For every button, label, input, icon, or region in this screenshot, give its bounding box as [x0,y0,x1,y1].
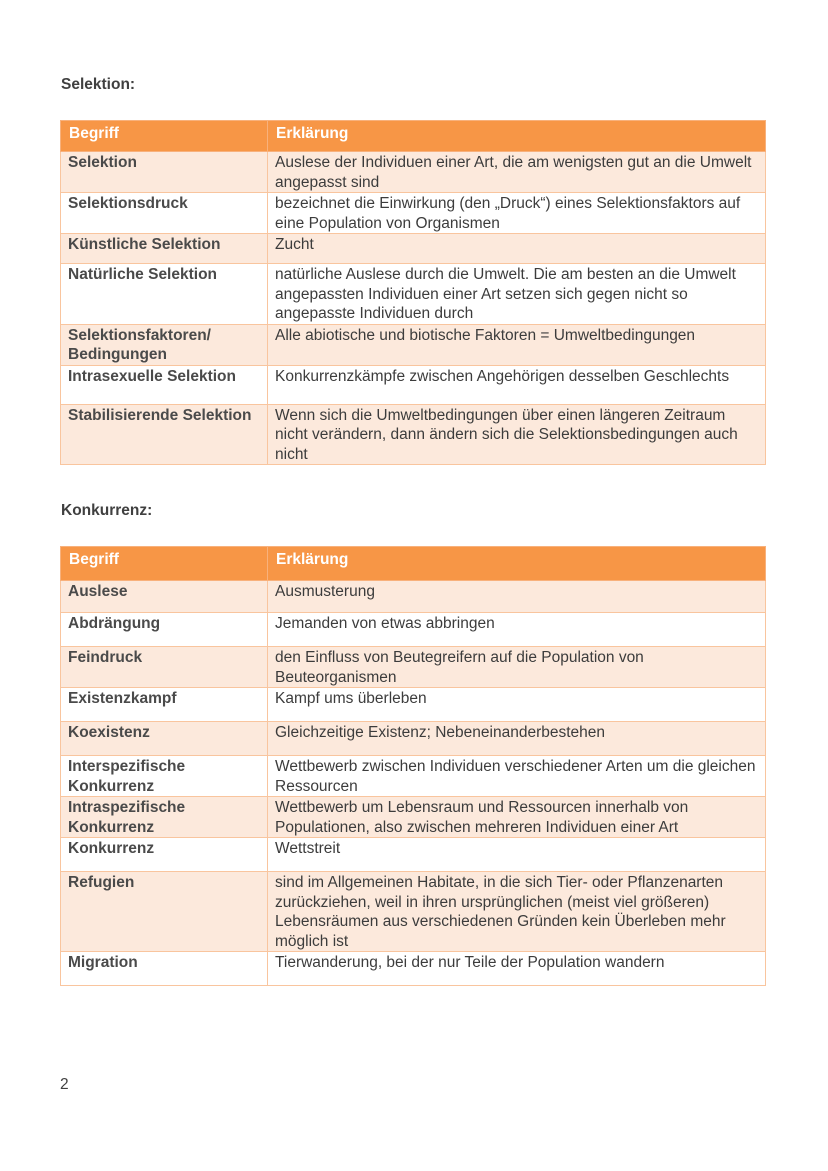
term-cell: Koexistenz [61,722,268,756]
explanation-cell: sind im Allgemeinen Habitate, in die sich Tier- oder Pflanzenarten zurückziehen, weil in ihren ursprünglichen (meist viel größeren) Lebensräumen aus verschiedenen Gründen kein Überleben mehr möglich ist [268,872,766,952]
column-header-explanation: Erklärung [268,547,766,581]
term-cell: Intraspezifische Konkurrenz [61,797,268,838]
explanation-cell: Wettbewerb um Lebensraum und Ressourcen innerhalb von Populationen, also zwischen mehreren Individuen einer Art [268,797,766,838]
table-row [61,264,766,325]
term-cell: Intrasexuelle Selektion [61,365,268,404]
explanation-cell: Gleichzeitige Existenz; Nebeneinanderbestehen [268,722,766,756]
term-cell: Interspezifische Konkurrenz [61,756,268,797]
table-row [61,872,766,952]
table-row [61,324,766,365]
table-header-row [61,547,766,581]
term-cell: Selektionsfaktoren/ Bedingungen [61,324,268,365]
table-row [61,613,766,647]
column-header-term: Begriff [61,547,268,581]
table-row [61,365,766,404]
term-cell: Feindruck [61,647,268,688]
term-cell: Selektion [61,152,268,193]
explanation-cell: Jemanden von etwas abbringen [268,613,766,647]
table-row [61,193,766,234]
section-title-selektion: Selektion: [61,76,136,93]
table-row [61,952,766,986]
explanation-cell: den Einfluss von Beutegreifern auf die Population von Beuteorganismen [268,647,766,688]
term-cell: Migration [61,952,268,986]
selektion-table [60,120,766,465]
explanation-cell: Tierwanderung, bei der nur Teile der Population wandern [268,952,766,986]
term-cell: Refugien [61,872,268,952]
explanation-cell: bezeichnet die Einwirkung (den „Druck“) eines Selektionsfaktors auf eine Population von Organismen [268,193,766,234]
table-row [61,581,766,613]
table-row [61,647,766,688]
column-header-term: Begriff [61,121,268,152]
explanation-cell: natürliche Auslese durch die Umwelt. Die am besten an die Umwelt angepassten Individuen einer Art setzen sich gegen nicht so angepasste Individuen durch [268,264,766,325]
explanation-cell: Wenn sich die Umweltbedingungen über einen längeren Zeitraum nicht verändern, dann ändern sich die Selektionsbedingungen auch nicht [268,404,766,465]
term-cell: Natürliche Selektion [61,264,268,325]
term-cell: Konkurrenz [61,838,268,872]
explanation-cell: Konkurrenzkämpfe zwischen Angehörigen desselben Geschlechts [268,365,766,404]
table-row [61,756,766,797]
table-header-row [61,121,766,152]
table-row [61,152,766,193]
explanation-cell: Wettstreit [268,838,766,872]
term-cell: Stabilisierende Selektion [61,404,268,465]
explanation-cell: Alle abiotische und biotische Faktoren = Umweltbedingungen [268,324,766,365]
table-row [61,234,766,264]
table-row [61,722,766,756]
explanation-cell: Zucht [268,234,766,264]
table-row [61,404,766,465]
term-cell: Auslese [61,581,268,613]
term-cell: Künstliche Selektion [61,234,268,264]
term-cell: Existenzkampf [61,688,268,722]
table-row [61,838,766,872]
table-row [61,688,766,722]
konkurrenz-table [60,546,766,986]
term-cell: Selektionsdruck [61,193,268,234]
term-cell: Abdrängung [61,613,268,647]
explanation-cell: Kampf ums überleben [268,688,766,722]
explanation-cell: Auslese der Individuen einer Art, die am wenigsten gut an die Umwelt angepasst sind [268,152,766,193]
explanation-cell: Ausmusterung [268,581,766,613]
table-row [61,797,766,838]
column-header-explanation: Erklärung [268,121,766,152]
page-number: 2 [60,1076,69,1093]
section-title-konkurrenz: Konkurrenz: [61,502,153,519]
explanation-cell: Wettbewerb zwischen Individuen verschiedener Arten um die gleichen Ressourcen [268,756,766,797]
